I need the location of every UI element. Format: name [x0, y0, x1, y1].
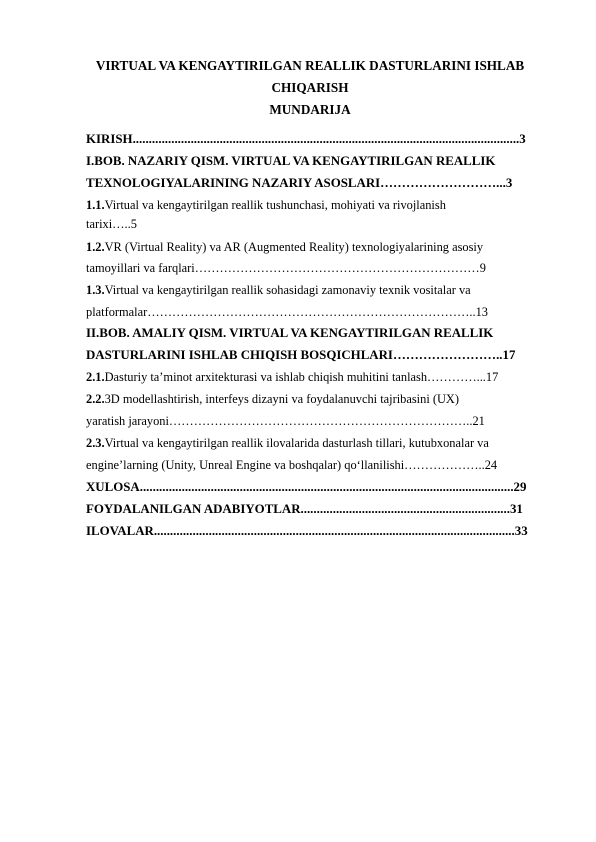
toc-entry-2-3-line-2: engine’larning (Unity, Unreal Engine va boshqalar) qo‘llanilishi………………..24 — [86, 458, 498, 472]
section-number: 1.3. — [86, 283, 105, 297]
toc-entry-chapter-2-line-1: II.BOB. AMALIY QISM. VIRTUAL VA KENGAYTIRILGAN REALLIK — [86, 326, 494, 340]
toc-entry-1-3-line-2: platformalar……………………………………………………………………..13 — [86, 305, 488, 319]
section-number: 2.2. — [86, 392, 105, 406]
document-title-line-2: CHIQARISH — [271, 80, 349, 95]
toc-entry-2-2-line-2: yaratish jarayoni………………………………………………………………..21 — [86, 414, 485, 428]
toc-entry-1-2-line-1 — [86, 238, 556, 256]
section-number: 2.3. — [86, 436, 105, 450]
toc-entry-chapter-1-line-2: TEXNOLOGIYALARINING NAZARIY ASOSLARI………………………...3 — [86, 176, 513, 190]
toc-entry-chapter-1-line-1: I.BOB. NAZARIY QISM. VIRTUAL VA KENGAYTIRILGAN REALLIK — [86, 154, 496, 168]
toc-entry-kirish: KIRISH........................................................................................................................3 — [86, 132, 526, 146]
toc-entry-1-3-line-1 — [86, 281, 556, 299]
section-title: VR (Virtual Reality) va AR (Augmented Reality) texnologiyalarining asosiy — [104, 240, 484, 254]
contents-heading: MUNDARIJA — [269, 102, 351, 117]
section-number: 2.1. — [86, 370, 105, 384]
toc-entry-ilovalar: ILOVALAR................................................................................................................33 — [86, 524, 528, 538]
section-title: 3D modellashtirish, interfeys dizayni va foydalanuvchi tajribasini (UX) — [104, 392, 460, 406]
toc-entry-xulosa: XULOSA....................................................................................................................29 — [86, 480, 527, 494]
section-number: 1.1. — [86, 198, 105, 212]
section-number: 1.2. — [86, 240, 105, 254]
toc-entry-2-1 — [86, 368, 556, 386]
section-title: Virtual va kengaytirilgan reallik tushunchasi, mohiyati va rivojlanish — [104, 198, 446, 212]
section-title: Dasturiy ta’minot arxitekturasi va ishlab chiqish muhitini tanlash…………...17 — [104, 370, 499, 384]
toc-entry-chapter-2-line-2: DASTURLARINI ISHLAB CHIQISH BOSQICHLARI……………………..17 — [86, 348, 516, 362]
toc-entry-2-2-line-1 — [86, 390, 556, 408]
section-title: Virtual va kengaytirilgan reallik ilovalarida dasturlash tillari, kutubxonalar va — [104, 436, 489, 450]
toc-entry-1-2-line-2: tamoyillari va farqlari……………………………………………………………9 — [86, 261, 486, 275]
toc-entry-1-1-line-1 — [86, 196, 556, 214]
toc-entry-foydalanilgan-adabiyotlar: FOYDALANILGAN ADABIYOTLAR.................................................................31 — [86, 502, 523, 516]
document-title-line-1: VIRTUAL VA KENGAYTIRILGAN REALLIK DASTURLARINI ISHLAB — [95, 58, 525, 73]
section-title: Virtual va kengaytirilgan reallik sohasidagi zamonaviy texnik vositalar va — [104, 283, 471, 297]
toc-entry-1-1-line-2: tarixi…..5 — [86, 217, 137, 231]
toc-entry-2-3-line-1 — [86, 434, 556, 452]
